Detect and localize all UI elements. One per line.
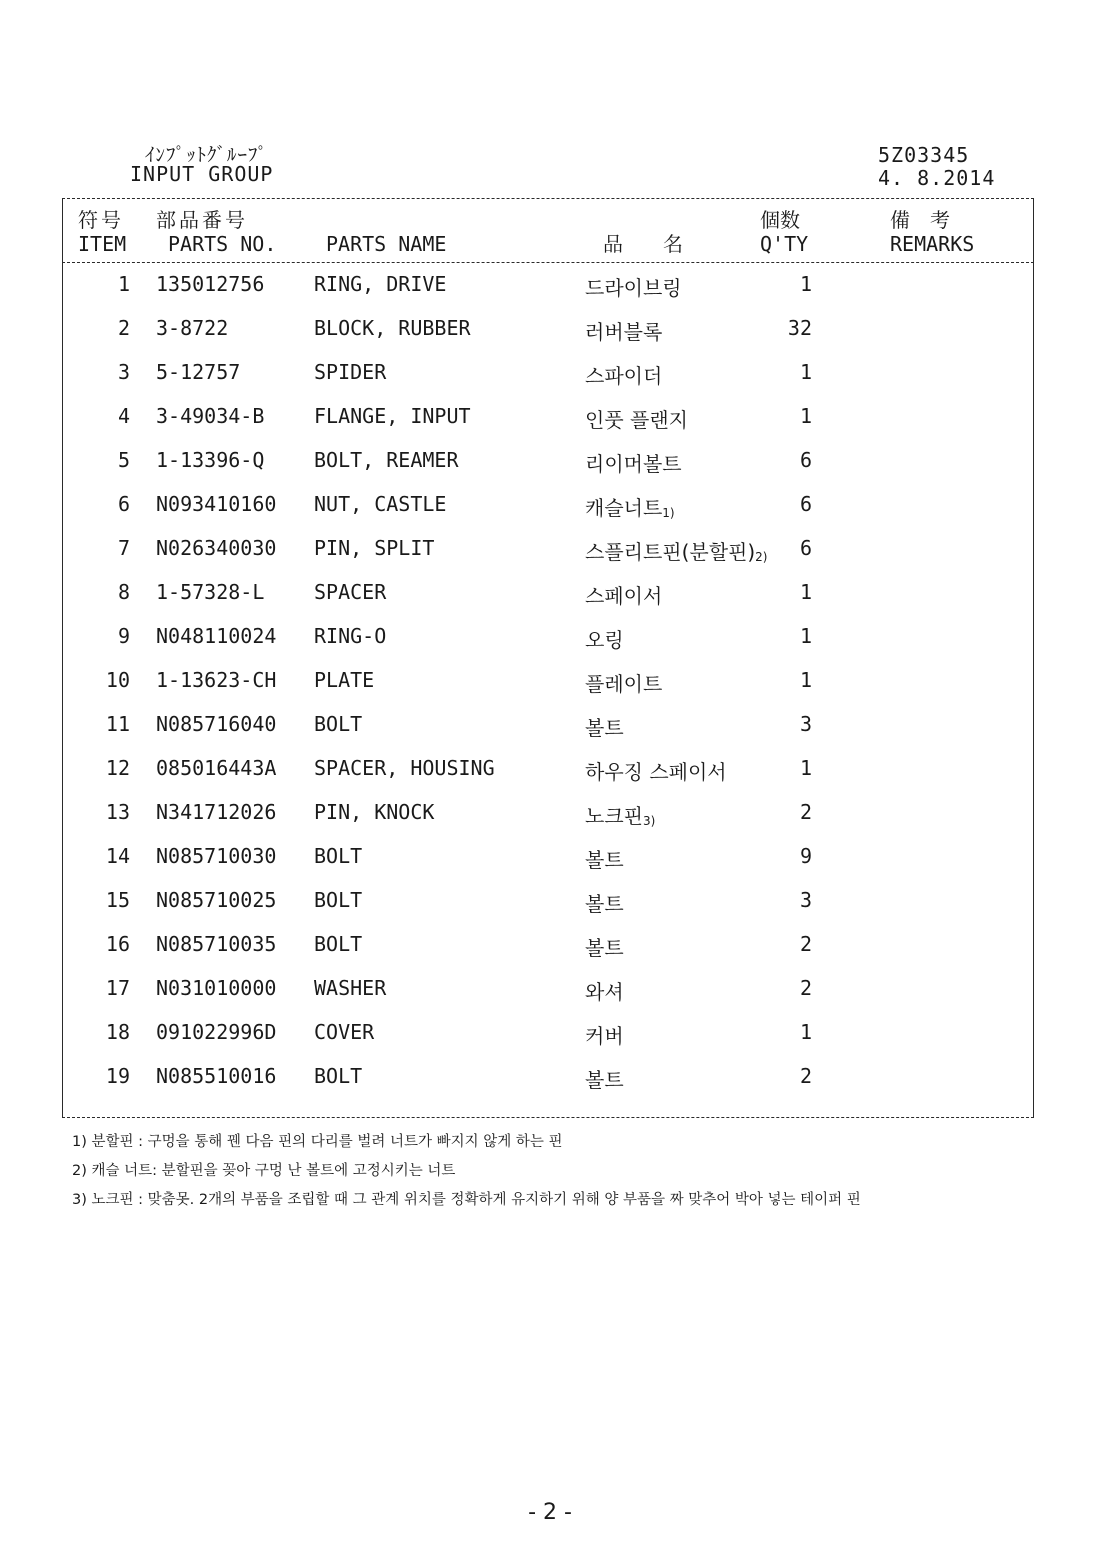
column-header-parts-name: PARTS NAME: [326, 232, 447, 256]
part-name-korean: [585, 800, 655, 829]
column-header-item-en: ITEM: [78, 232, 127, 256]
table-row: [0, 394, 1100, 438]
column-header-qty-en: Q'TY: [760, 232, 809, 256]
footnote-ref: 1): [662, 506, 675, 520]
table-row: [0, 526, 1100, 570]
part-name-korean: [585, 1020, 624, 1049]
table-row: [0, 1054, 1100, 1098]
part-name-korean: [585, 624, 624, 653]
item-number: 17: [105, 976, 130, 1000]
part-number: N085510016: [156, 1064, 277, 1088]
footnote-3: 3) 노크핀 : 맞춤못. 2개의 부품을 조립할 때 그 관계 위치를 정확하게 유지하기 위해 양 부품을 짜 맞추어 박아 넣는 테이퍼 핀: [72, 1192, 861, 1208]
part-name-korean: [585, 976, 624, 1005]
item-number: 14: [105, 844, 130, 868]
part-name: BOLT: [314, 932, 363, 956]
korean-name-text: 플레이트: [585, 672, 663, 696]
quantity: 1: [799, 668, 812, 692]
part-number: N048110024: [156, 624, 277, 648]
column-header-qty: [760, 208, 808, 256]
part-name: RING, DRIVE: [314, 272, 447, 296]
korean-name-text: 하우징 스페이서: [585, 760, 727, 784]
footnote-1: 1) 분할핀 : 구멍을 통해 꿴 다음 핀의 다리를 벌려 너트가 빠지지 않게 하는 핀: [72, 1134, 563, 1150]
table-row: [0, 262, 1100, 306]
quantity: 1: [799, 1020, 812, 1044]
part-number: 3-49034-B: [156, 404, 265, 428]
column-header-item-jp: 符号: [78, 208, 124, 232]
quantity: 32: [787, 316, 812, 340]
korean-name-text: 오링: [585, 628, 624, 652]
item-number: 18: [105, 1020, 130, 1044]
part-number: N093410160: [156, 492, 277, 516]
column-header-parts-no-en: PARTS NO.: [168, 232, 277, 256]
part-number: N031010000: [156, 976, 277, 1000]
footnotes: [72, 1128, 861, 1215]
korean-name-text: 와셔: [585, 980, 624, 1004]
parts-table-body: [0, 262, 1100, 1098]
column-header-parts-no-jp: 部品番号: [156, 208, 248, 232]
quantity: 6: [799, 536, 812, 560]
part-name: BOLT, REAMER: [314, 448, 459, 472]
part-number: N085710035: [156, 932, 277, 956]
item-number: 3: [117, 360, 130, 384]
quantity: 1: [799, 624, 812, 648]
korean-name-text: 볼트: [585, 716, 624, 740]
part-name: COVER: [314, 1020, 375, 1044]
table-row: [0, 746, 1100, 790]
group-title: INPUT GROUP: [130, 162, 274, 186]
column-header-remarks-en: REMARKS: [890, 232, 975, 256]
item-number: 13: [105, 800, 130, 824]
korean-name-text: 인풋 플랜지: [585, 408, 688, 432]
part-name: PLATE: [314, 668, 375, 692]
table-row: [0, 1010, 1100, 1054]
item-number: 4: [117, 404, 130, 428]
part-number: N085716040: [156, 712, 277, 736]
column-header-remarks: [890, 208, 974, 256]
part-number: 135012756: [156, 272, 265, 296]
table-row: [0, 834, 1100, 878]
document-code: 5Z03345: [878, 143, 970, 167]
korean-name-text: 스플리트핀(분할핀): [585, 540, 756, 564]
part-number: N026340030: [156, 536, 277, 560]
part-name-korean: [585, 756, 727, 785]
table-row: [0, 790, 1100, 834]
column-header-item: [78, 208, 126, 256]
quantity: 6: [799, 448, 812, 472]
item-number: 19: [105, 1064, 130, 1088]
table-row: [0, 658, 1100, 702]
part-name-korean: [585, 888, 624, 917]
item-number: 15: [105, 888, 130, 912]
part-name-korean: [585, 712, 624, 741]
part-name: PIN, KNOCK: [314, 800, 435, 824]
part-number: 1-57328-L: [156, 580, 265, 604]
part-name-korean: [585, 316, 662, 345]
quantity: 1: [799, 404, 812, 428]
part-name: SPACER, HOUSING: [314, 756, 495, 780]
footnote-ref: 2): [755, 550, 768, 564]
part-number: N341712026: [156, 800, 277, 824]
group-title-japanese: ｲﾝﾌﾟｯﾄｸﾞﾙｰﾌﾟ: [145, 144, 269, 166]
part-name-korean: [585, 580, 662, 609]
part-name-korean: [585, 448, 682, 477]
part-name: RING-O: [314, 624, 387, 648]
item-number: 2: [117, 316, 130, 340]
table-row: [0, 350, 1100, 394]
part-name: BOLT: [314, 844, 363, 868]
item-number: 1: [117, 272, 130, 296]
korean-name-text: 볼트: [585, 936, 624, 960]
quantity: 1: [799, 580, 812, 604]
column-header-qty-jp: 個数: [760, 208, 800, 232]
quantity: 2: [799, 976, 812, 1000]
part-name-korean: [585, 360, 662, 389]
korean-name-text: 볼트: [585, 892, 624, 916]
table-row: [0, 614, 1100, 658]
item-number: 16: [105, 932, 130, 956]
korean-name-text: 캐슬너트: [585, 496, 663, 520]
table-row: [0, 922, 1100, 966]
footnote-2: 2) 캐슬 너트: 분할핀을 꽂아 구멍 난 볼트에 고정시키는 너트: [72, 1163, 456, 1179]
part-number: 3-8722: [156, 316, 229, 340]
table-row: [0, 482, 1100, 526]
part-name: WASHER: [314, 976, 387, 1000]
item-number: 10: [105, 668, 130, 692]
part-name-korean: [585, 404, 688, 433]
part-name-korean: [585, 492, 675, 521]
part-name: BOLT: [314, 712, 363, 736]
part-name-korean: [585, 932, 624, 961]
quantity: 1: [799, 272, 812, 296]
item-number: 6: [117, 492, 130, 516]
korean-name-text: 러버블록: [585, 320, 663, 344]
part-number: 1-13396-Q: [156, 448, 265, 472]
part-number: 091022996D: [156, 1020, 277, 1044]
item-number: 12: [105, 756, 130, 780]
item-number: 7: [117, 536, 130, 560]
quantity: 1: [799, 360, 812, 384]
quantity: 3: [799, 712, 812, 736]
table-top-rule: [62, 198, 1034, 199]
part-name: NUT, CASTLE: [314, 492, 447, 516]
korean-name-text: 스파이더: [585, 364, 663, 388]
part-name: BOLT: [314, 1064, 363, 1088]
korean-name-text: 커버: [585, 1024, 624, 1048]
part-name: PIN, SPLIT: [314, 536, 435, 560]
part-number: 085016443A: [156, 756, 277, 780]
item-number: 5: [117, 448, 130, 472]
part-number: 1-13623-CH: [156, 668, 277, 692]
part-name: BOLT: [314, 888, 363, 912]
table-bottom-rule: [62, 1117, 1034, 1118]
quantity: 2: [799, 932, 812, 956]
page-number: - 2 -: [528, 1500, 572, 1525]
part-name: SPIDER: [314, 360, 387, 384]
quantity: 3: [799, 888, 812, 912]
part-name: FLANGE, INPUT: [314, 404, 471, 428]
quantity: 9: [799, 844, 812, 868]
item-number: 9: [117, 624, 130, 648]
part-number: 5-12757: [156, 360, 241, 384]
table-row: [0, 306, 1100, 350]
korean-name-text: 스페이서: [585, 584, 663, 608]
korean-name-text: 리이머볼트: [585, 452, 682, 476]
korean-name-text: 노크핀: [585, 804, 643, 828]
quantity: 1: [799, 756, 812, 780]
part-name: SPACER: [314, 580, 387, 604]
column-header-parts-no: [156, 208, 276, 256]
korean-name-text: 드라이브링: [585, 276, 682, 300]
table-row: [0, 438, 1100, 482]
part-name-korean: [585, 844, 624, 873]
part-name-korean: [585, 272, 682, 301]
part-number: N085710030: [156, 844, 277, 868]
item-number: 8: [117, 580, 130, 604]
korean-name-text: 볼트: [585, 848, 624, 872]
part-name-korean: [585, 536, 768, 565]
part-name-korean: [585, 1064, 624, 1093]
table-row: [0, 702, 1100, 746]
part-number: N085710025: [156, 888, 277, 912]
quantity: 2: [799, 1064, 812, 1088]
table-row: [0, 570, 1100, 614]
item-number: 11: [105, 712, 130, 736]
korean-name-text: 볼트: [585, 1068, 624, 1092]
column-header-korean-name: 品 名: [603, 232, 683, 256]
table-row: [0, 878, 1100, 922]
table-row: [0, 966, 1100, 1010]
column-header-remarks-jp: 備 考: [890, 208, 950, 232]
document-date: 4. 8.2014: [878, 166, 996, 190]
quantity: 6: [799, 492, 812, 516]
footnote-ref: 3): [642, 814, 656, 828]
part-name: BLOCK, RUBBER: [314, 316, 471, 340]
part-name-korean: [585, 668, 662, 697]
quantity: 2: [799, 800, 812, 824]
